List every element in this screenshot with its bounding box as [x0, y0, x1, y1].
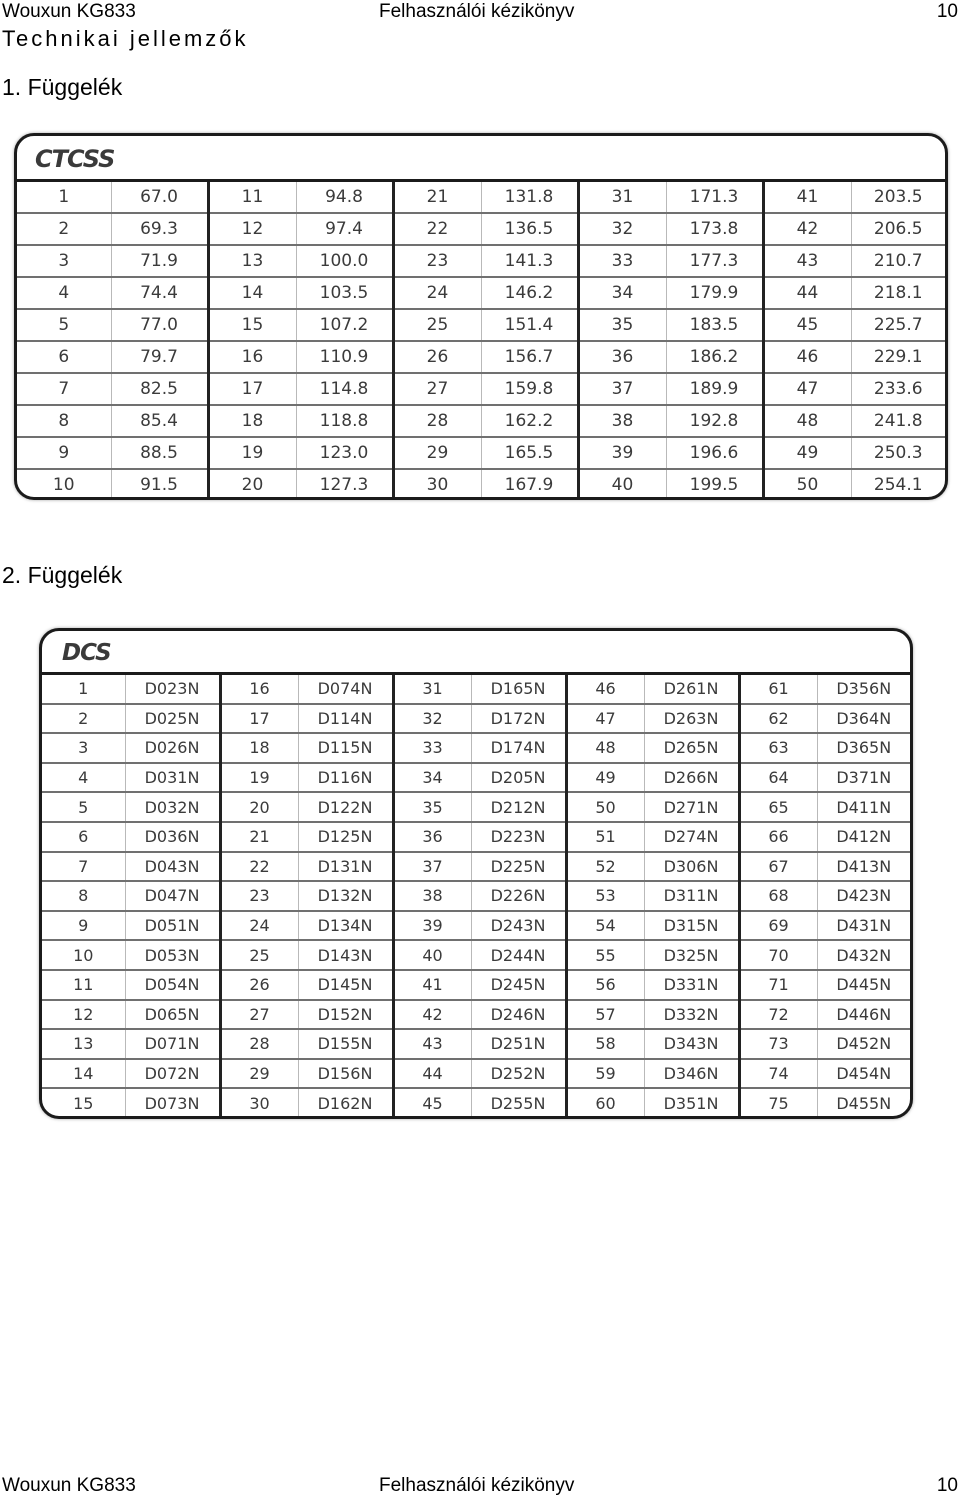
channel-number-cell: 49 [566, 763, 644, 793]
channel-number-cell: 21 [393, 182, 481, 213]
code-value-cell: D325N [644, 940, 739, 970]
code-value-cell: 151.4 [481, 309, 578, 341]
code-value-cell: 107.2 [296, 309, 393, 341]
channel-number-cell: 40 [578, 469, 666, 500]
code-value-cell: D172N [471, 704, 566, 734]
code-value-cell: D252N [471, 1059, 566, 1089]
channel-number-cell: 37 [393, 852, 471, 882]
dcs-row [42, 881, 910, 911]
code-value-cell: D152N [298, 1000, 393, 1030]
channel-number-cell: 68 [739, 881, 817, 911]
code-value-cell: 103.5 [296, 277, 393, 309]
dcs-row [42, 1059, 910, 1089]
channel-number-cell: 38 [578, 405, 666, 437]
code-value-cell: 114.8 [296, 373, 393, 405]
channel-number-cell: 34 [578, 277, 666, 309]
dcs-table [39, 628, 913, 1119]
channel-number-cell: 52 [566, 852, 644, 882]
code-value-cell: D071N [125, 1029, 220, 1059]
code-value-cell: D346N [644, 1059, 739, 1089]
code-value-cell: 192.8 [666, 405, 763, 437]
channel-number-cell: 22 [393, 213, 481, 245]
ctcss-row [17, 309, 945, 341]
channel-number-cell: 55 [566, 940, 644, 970]
footer-product: Wouxun KG833 [2, 1475, 136, 1496]
channel-number-cell: 41 [393, 970, 471, 1000]
code-value-cell: D174N [471, 733, 566, 763]
channel-number-cell: 45 [763, 309, 851, 341]
code-value-cell: D432N [817, 940, 910, 970]
code-value-cell: D115N [298, 733, 393, 763]
dcs-row [42, 792, 910, 822]
code-value-cell: D261N [644, 675, 739, 704]
channel-number-cell: 66 [739, 822, 817, 852]
code-value-cell: 173.8 [666, 213, 763, 245]
channel-number-cell: 32 [578, 213, 666, 245]
channel-number-cell: 4 [17, 277, 111, 309]
ctcss-row [17, 182, 945, 213]
channel-number-cell: 27 [220, 1000, 298, 1030]
code-value-cell: 110.9 [296, 341, 393, 373]
channel-number-cell: 10 [17, 469, 111, 500]
channel-number-cell: 14 [208, 277, 296, 309]
channel-number-cell: 4 [42, 763, 125, 793]
code-value-cell: D455N [836, 1093, 892, 1113]
code-value-cell: D131N [298, 852, 393, 882]
dcs-row [42, 1000, 910, 1030]
channel-number-cell: 8 [17, 405, 111, 437]
channel-number-cell: 12 [208, 213, 296, 245]
code-value-cell: D431N [817, 911, 910, 941]
channel-number-cell: 43 [393, 1029, 471, 1059]
channel-number-cell: 12 [42, 1000, 125, 1030]
channel-number-cell: 17 [220, 704, 298, 734]
code-value-cell: D205N [471, 763, 566, 793]
channel-number-cell: 39 [393, 911, 471, 941]
channel-number-cell: 29 [220, 1059, 298, 1089]
code-value-cell: D271N [644, 792, 739, 822]
code-value-cell: D371N [817, 763, 910, 793]
channel-number-cell: 39 [578, 437, 666, 469]
code-value-cell: 71.9 [111, 245, 208, 277]
channel-number-cell: 24 [393, 277, 481, 309]
code-value-cell: D032N [125, 792, 220, 822]
code-value-cell: 69.3 [111, 213, 208, 245]
code-value-cell: D073N [125, 1088, 220, 1117]
header-page-number: 10 [936, 1, 958, 22]
ctcss-row [17, 405, 945, 437]
code-value-cell: D162N [298, 1088, 393, 1117]
channel-number-cell: 3 [42, 733, 125, 763]
channel-number-cell: 5 [17, 309, 111, 341]
section-title: Technikai jellemzők [2, 26, 249, 51]
channel-number-cell: 16 [220, 675, 298, 704]
ctcss-table [14, 133, 948, 500]
channel-number-cell: 43 [763, 245, 851, 277]
channel-number-cell: 20 [220, 792, 298, 822]
ctcss-row [17, 245, 945, 277]
code-value-cell: D331N [644, 970, 739, 1000]
code-value-cell: D454N [817, 1059, 910, 1089]
code-value-cell: D165N [471, 675, 566, 704]
dcs-table-title: DCS [42, 631, 910, 675]
code-value-cell: 177.3 [666, 245, 763, 277]
channel-number-cell: 24 [220, 911, 298, 941]
channel-number-cell: 58 [566, 1029, 644, 1059]
code-value-cell: 167.9 [481, 469, 578, 500]
code-value-cell: D351N [644, 1088, 739, 1117]
channel-number-cell: 35 [393, 792, 471, 822]
code-value-cell: D265N [644, 733, 739, 763]
channel-number-cell: 50 [763, 469, 851, 500]
code-value-cell: D143N [298, 940, 393, 970]
code-value-cell: D031N [125, 763, 220, 793]
channel-number-cell: 63 [739, 733, 817, 763]
footer-doc-title: Felhasználói kézikönyv [379, 1475, 575, 1496]
code-value-cell: D245N [471, 970, 566, 1000]
header-product: Wouxun KG833 [2, 1, 136, 22]
code-value-cell: D023N [125, 675, 220, 704]
channel-number-cell: 25 [393, 309, 481, 341]
code-value-cell: D156N [298, 1059, 393, 1089]
channel-number-cell: 47 [566, 704, 644, 734]
ctcss-table-title: CTCSS [17, 136, 945, 182]
channel-number-cell: 61 [739, 675, 817, 704]
channel-number-cell: 21 [220, 822, 298, 852]
code-value-cell: 159.8 [481, 373, 578, 405]
code-value-cell: 67.0 [111, 182, 208, 213]
ctcss-row [17, 437, 945, 469]
code-value-cell: 206.5 [851, 213, 945, 245]
code-value-cell: D365N [817, 733, 910, 763]
code-value-cell: 79.7 [111, 341, 208, 373]
channel-number-cell: 46 [763, 341, 851, 373]
channel-number-cell: 70 [739, 940, 817, 970]
code-value-cell: D054N [125, 970, 220, 1000]
channel-number-cell: 65 [739, 792, 817, 822]
channel-number-cell: 33 [393, 733, 471, 763]
code-value-cell: 94.8 [296, 182, 393, 213]
code-value-cell: 74.4 [111, 277, 208, 309]
channel-number-cell: 50 [566, 792, 644, 822]
channel-number-cell: 14 [42, 1059, 125, 1089]
channel-number-cell: 23 [220, 881, 298, 911]
code-value-cell: D125N [298, 822, 393, 852]
channel-number-cell: 36 [578, 341, 666, 373]
channel-number-cell: 10 [42, 940, 125, 970]
channel-number-cell: 28 [393, 405, 481, 437]
dcs-row [42, 1088, 910, 1117]
code-value-cell: D263N [644, 704, 739, 734]
code-value-cell: 203.5 [851, 182, 945, 213]
code-value-cell: 199.5 [666, 469, 763, 500]
channel-number-cell: 46 [566, 675, 644, 704]
channel-number-cell: 57 [566, 1000, 644, 1030]
code-value-cell: 196.6 [666, 437, 763, 469]
code-value-cell: D311N [644, 881, 739, 911]
channel-number-cell: 59 [566, 1059, 644, 1089]
code-value-cell: D244N [471, 940, 566, 970]
code-value-cell: D116N [298, 763, 393, 793]
code-value-cell: 254.1 [873, 475, 923, 495]
code-value-cell: D364N [817, 704, 910, 734]
code-value-cell: D025N [125, 704, 220, 734]
code-value-cell: D306N [644, 852, 739, 882]
appendix-2-heading: 2. Függelék [2, 562, 123, 588]
channel-number-cell: 71 [739, 970, 817, 1000]
channel-number-cell: 1 [17, 182, 111, 213]
code-value-cell: D274N [644, 822, 739, 852]
channel-number-cell: 31 [393, 675, 471, 704]
code-value-cell: D134N [298, 911, 393, 941]
code-value-cell: D114N [298, 704, 393, 734]
code-value-cell: D051N [125, 911, 220, 941]
code-value-cell: 183.5 [666, 309, 763, 341]
channel-number-cell: 56 [566, 970, 644, 1000]
code-value-cell: 233.6 [851, 373, 945, 405]
channel-number-cell: 33 [578, 245, 666, 277]
code-value-cell: 218.1 [851, 277, 945, 309]
channel-number-cell: 7 [17, 373, 111, 405]
dcs-row [42, 1029, 910, 1059]
channel-number-cell: 42 [763, 213, 851, 245]
channel-number-cell: 62 [739, 704, 817, 734]
ctcss-row [17, 469, 945, 500]
channel-number-cell: 38 [393, 881, 471, 911]
channel-number-cell: 74 [739, 1059, 817, 1089]
channel-number-cell: 27 [393, 373, 481, 405]
code-value-cell: D226N [471, 881, 566, 911]
code-value-cell: D411N [817, 792, 910, 822]
code-value-cell: 156.7 [481, 341, 578, 373]
code-value-cell: 85.4 [111, 405, 208, 437]
code-value-cell: D332N [644, 1000, 739, 1030]
page-footer [2, 1474, 958, 1498]
channel-number-cell: 32 [393, 704, 471, 734]
code-value-cell: 171.3 [666, 182, 763, 213]
code-value-cell: D225N [471, 852, 566, 882]
code-value-cell: D356N [817, 675, 910, 704]
dcs-table-body [42, 675, 910, 1117]
channel-number-cell: 36 [393, 822, 471, 852]
channel-number-cell: 5 [42, 792, 125, 822]
code-value-cell: D452N [817, 1029, 910, 1059]
code-value-cell: D155N [298, 1029, 393, 1059]
code-value-cell: 162.2 [481, 405, 578, 437]
code-value-cell: 179.9 [666, 277, 763, 309]
channel-number-cell: 54 [566, 911, 644, 941]
code-value-cell: 210.7 [851, 245, 945, 277]
footer-page-number: 10 [936, 1475, 958, 1496]
channel-number-cell: 18 [220, 733, 298, 763]
channel-number-cell: 67 [739, 852, 817, 882]
code-value-cell: D251N [471, 1029, 566, 1059]
code-value-cell: D065N [125, 1000, 220, 1030]
channel-number-cell: 73 [739, 1029, 817, 1059]
code-value-cell: 229.1 [851, 341, 945, 373]
channel-number-cell: 44 [763, 277, 851, 309]
channel-number-cell: 47 [763, 373, 851, 405]
dcs-row [42, 911, 910, 941]
channel-number-cell: 42 [393, 1000, 471, 1030]
dcs-row [42, 675, 910, 704]
code-value-cell: 225.7 [851, 309, 945, 341]
code-value-cell: 136.5 [481, 213, 578, 245]
code-value-cell: 131.8 [481, 182, 578, 213]
channel-number-cell: 20 [208, 469, 296, 500]
channel-number-cell: 2 [17, 213, 111, 245]
code-value-cell: 146.2 [481, 277, 578, 309]
code-value-cell: D315N [644, 911, 739, 941]
channel-number-cell: 7 [42, 852, 125, 882]
code-value-cell: D122N [298, 792, 393, 822]
channel-number-cell: 49 [763, 437, 851, 469]
dcs-row [42, 940, 910, 970]
channel-number-cell: 19 [220, 763, 298, 793]
channel-number-cell: 25 [220, 940, 298, 970]
channel-number-cell: 13 [208, 245, 296, 277]
code-value-cell: D255N [471, 1088, 566, 1117]
code-value-cell: D072N [125, 1059, 220, 1089]
channel-number-cell: 30 [220, 1088, 298, 1117]
channel-number-cell: 51 [566, 822, 644, 852]
channel-number-cell: 26 [393, 341, 481, 373]
channel-number-cell: 44 [393, 1059, 471, 1089]
channel-number-cell: 75 [739, 1088, 817, 1117]
ctcss-row [17, 213, 945, 245]
channel-number-cell: 34 [393, 763, 471, 793]
code-value-cell: D243N [471, 911, 566, 941]
code-value-cell: D246N [471, 1000, 566, 1030]
page-header [2, 0, 958, 24]
code-value-cell: D036N [125, 822, 220, 852]
code-value-cell: D413N [817, 852, 910, 882]
code-value-cell: 186.2 [666, 341, 763, 373]
channel-number-cell: 72 [739, 1000, 817, 1030]
code-value-cell: D343N [644, 1029, 739, 1059]
channel-number-cell: 22 [220, 852, 298, 882]
channel-number-cell: 69 [739, 911, 817, 941]
channel-number-cell: 9 [42, 911, 125, 941]
code-value-cell: D223N [471, 822, 566, 852]
channel-number-cell: 64 [739, 763, 817, 793]
code-value-cell: D053N [125, 940, 220, 970]
code-value-cell: 91.5 [111, 469, 208, 500]
channel-number-cell: 9 [17, 437, 111, 469]
channel-number-cell: 2 [42, 704, 125, 734]
code-value-cell: D047N [125, 881, 220, 911]
dcs-row [42, 970, 910, 1000]
channel-number-cell: 8 [42, 881, 125, 911]
ctcss-row [17, 373, 945, 405]
header-doc-title: Felhasználói kézikönyv [379, 1, 575, 22]
channel-number-cell: 29 [393, 437, 481, 469]
code-value-cell: 82.5 [111, 373, 208, 405]
code-value-cell: D266N [644, 763, 739, 793]
dcs-row [42, 704, 910, 734]
channel-number-cell: 37 [578, 373, 666, 405]
code-value-cell: D412N [817, 822, 910, 852]
code-value-cell: 118.8 [296, 405, 393, 437]
code-value-cell: D043N [125, 852, 220, 882]
code-value-cell: D145N [298, 970, 393, 1000]
appendix-1-heading: 1. Függelék [2, 74, 123, 100]
channel-number-cell: 16 [208, 341, 296, 373]
channel-number-cell: 11 [208, 182, 296, 213]
code-value-cell: 165.5 [481, 437, 578, 469]
dcs-row [42, 852, 910, 882]
channel-number-cell: 26 [220, 970, 298, 1000]
channel-number-cell: 35 [578, 309, 666, 341]
ctcss-row [17, 277, 945, 309]
code-value-cell: 141.3 [481, 245, 578, 277]
code-value-cell: D132N [298, 881, 393, 911]
channel-number-cell: 3 [17, 245, 111, 277]
code-value-cell: D423N [817, 881, 910, 911]
channel-number-cell: 40 [393, 940, 471, 970]
code-value-cell: 77.0 [111, 309, 208, 341]
code-value-cell: 123.0 [296, 437, 393, 469]
channel-number-cell: 17 [208, 373, 296, 405]
channel-number-cell: 1 [42, 675, 125, 704]
channel-number-cell: 48 [566, 733, 644, 763]
channel-number-cell: 60 [566, 1088, 644, 1117]
code-value-cell: D026N [125, 733, 220, 763]
channel-number-cell: 23 [393, 245, 481, 277]
code-value-cell: 189.9 [666, 373, 763, 405]
code-value-cell: D446N [817, 1000, 910, 1030]
dcs-row [42, 822, 910, 852]
dcs-row [42, 733, 910, 763]
channel-number-cell: 15 [208, 309, 296, 341]
channel-number-cell: 11 [42, 970, 125, 1000]
channel-number-cell: 45 [393, 1088, 471, 1117]
channel-number-cell: 41 [763, 182, 851, 213]
channel-number-cell: 19 [208, 437, 296, 469]
channel-number-cell: 6 [17, 341, 111, 373]
code-value-cell: 88.5 [111, 437, 208, 469]
channel-number-cell: 53 [566, 881, 644, 911]
channel-number-cell: 13 [42, 1029, 125, 1059]
code-value-cell: D074N [298, 675, 393, 704]
channel-number-cell: 6 [42, 822, 125, 852]
channel-number-cell: 48 [763, 405, 851, 437]
code-value-cell: 241.8 [851, 405, 945, 437]
channel-number-cell: 18 [208, 405, 296, 437]
ctcss-table-body [17, 182, 945, 500]
dcs-row [42, 763, 910, 793]
channel-number-cell: 15 [42, 1088, 125, 1117]
code-value-cell: 100.0 [296, 245, 393, 277]
code-value-cell: 250.3 [851, 437, 945, 469]
ctcss-row [17, 341, 945, 373]
code-value-cell: 97.4 [296, 213, 393, 245]
channel-number-cell: 30 [393, 469, 481, 500]
channel-number-cell: 31 [578, 182, 666, 213]
code-value-cell: 127.3 [296, 469, 393, 500]
code-value-cell: D445N [817, 970, 910, 1000]
channel-number-cell: 28 [220, 1029, 298, 1059]
code-value-cell: D212N [471, 792, 566, 822]
